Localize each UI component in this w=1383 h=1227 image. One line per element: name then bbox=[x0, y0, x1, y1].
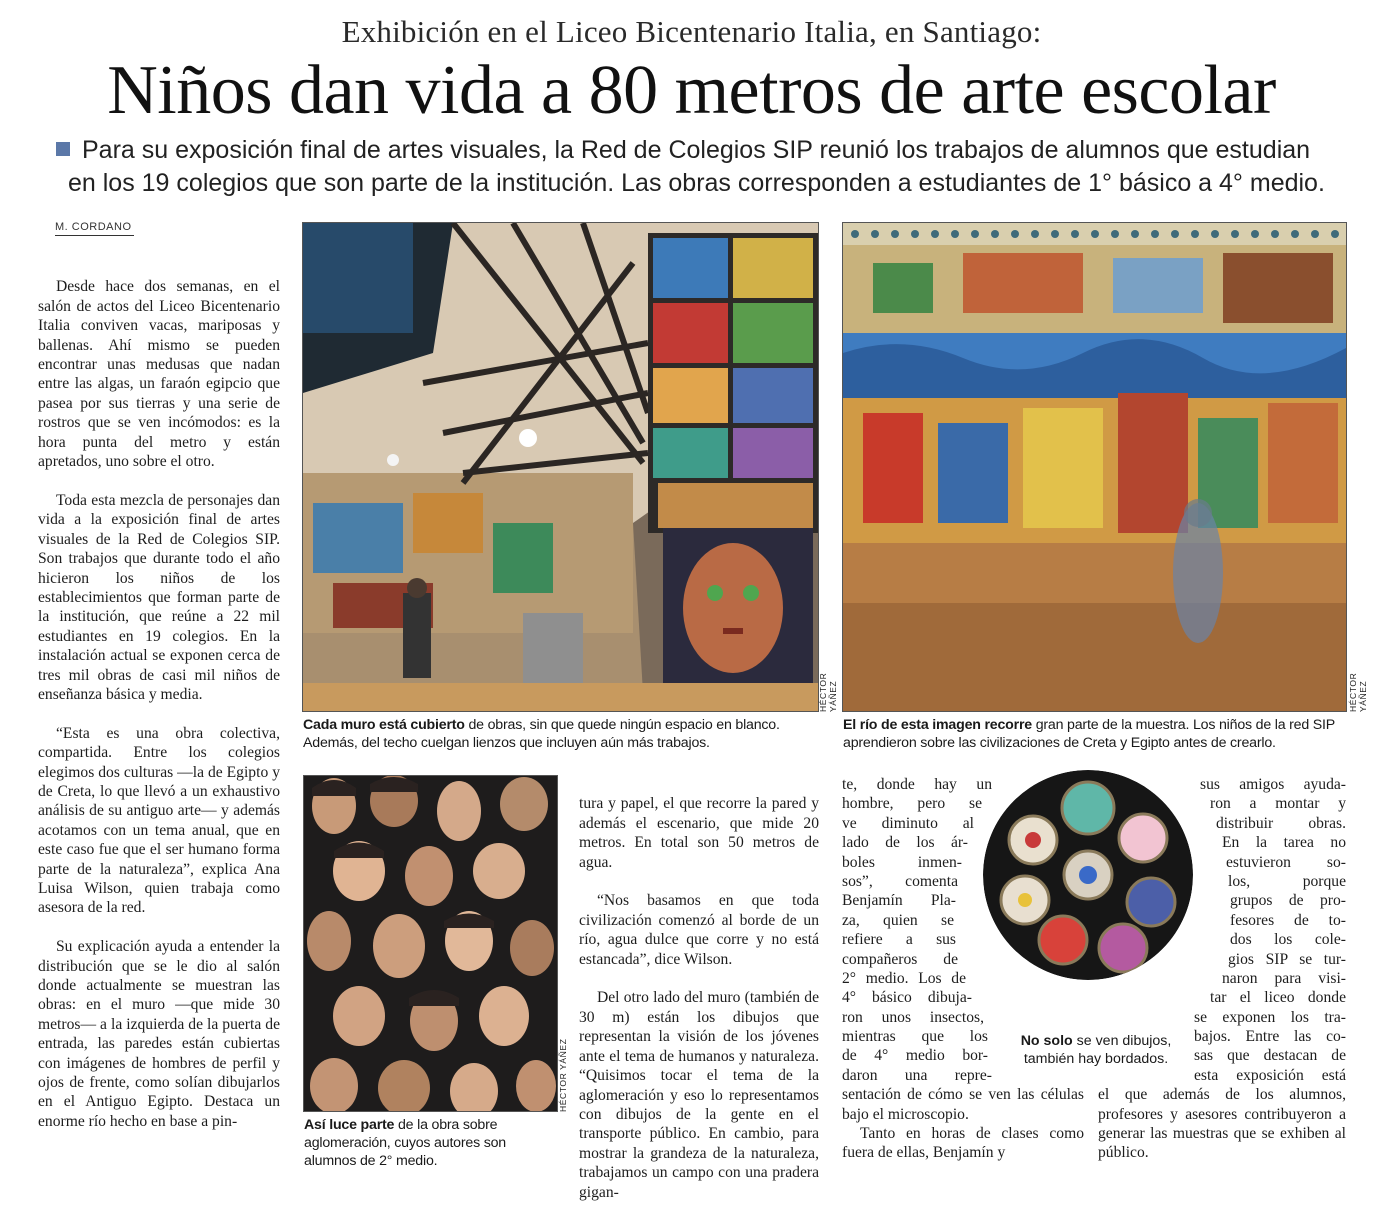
text-line: 4° básico dibuja- bbox=[842, 989, 972, 1007]
text-line: sas que destacan de bbox=[1194, 1047, 1346, 1065]
dek-line-1: Para su exposición final de artes visuales, la Red de Colegios SIP reunió los trabajos de alumnos que estudian bbox=[82, 136, 1311, 164]
text-line: bajos. Entre las co- bbox=[1194, 1028, 1346, 1046]
column-1 bbox=[38, 258, 280, 1151]
text-line: dos los cole- bbox=[1230, 931, 1346, 949]
text-line: distribuir obras. bbox=[1216, 814, 1346, 832]
photo-credit: HÉCTOR YÁÑEZ bbox=[1348, 672, 1368, 712]
photo-credit: HÉCTOR YÁÑEZ bbox=[818, 672, 838, 712]
text-line: mientras que los bbox=[842, 1028, 988, 1046]
text-line: se exponen los tra- bbox=[1194, 1008, 1346, 1026]
photo-credit: HÉCTOR YÁÑEZ bbox=[558, 1038, 568, 1112]
caption-text: gran parte de la muestra. Los niños de la red SIP aprendieron sobre las civilizaciones de Creta y Egipto antes de crearlo. bbox=[843, 717, 1335, 751]
paragraph: Del otro lado del muro (también de 30 m) están los dibujos que representan la visión de los jóvenes ante el tema de humanos y naturaleza. “Quisimos tocar el tema de la aglomeración y eso lo representamos con dibujos de la gente en el transporte público. En cambio, para mostrar la grandeza de la naturaleza, trabajamos un campo con una pradera gigan- bbox=[579, 989, 819, 1201]
text-line: de 4° medio bor- bbox=[842, 1047, 988, 1065]
text-line: gios SIP se tur- bbox=[1228, 950, 1346, 968]
text-line: refiere a sus bbox=[842, 931, 956, 949]
article-dek bbox=[56, 134, 1356, 200]
paragraph: “Esta es una obra colectiva, compartida. Entre los colegios elegimos dos culturas —la de Egipto y de Creta, lo que llevó a un exhaustivo análisis de su antiguo arte— y además acotamos con un tema anual, que en este caso fue que el ser humano forma parte de la naturaleza”, explica Ana Luisa Wilson, quien trabaja como asesora de la red. bbox=[38, 724, 280, 917]
paragraph-tail: el que además de los alumnos, profesores y asesores contribuyeron a generar las muestras que se exhiben al público. bbox=[1098, 1086, 1346, 1162]
text-line: ron a montar y bbox=[1210, 795, 1346, 813]
text-line: sus amigos ayuda- bbox=[1200, 776, 1346, 793]
photo-caption bbox=[303, 716, 818, 752]
text-line: Benjamín Pla- bbox=[842, 892, 956, 910]
byline: M. CORDANO bbox=[55, 221, 134, 236]
paragraph: Toda esta mezcla de personajes dan vida a la exposición final de artes visuales de la Red de Colegios SIP. Son trabajos que durante todo el año hicieron los niños de los establecimientos que forman parte de la institución, que reúne a 22 mil estudiantes en 19 colegios. En la instalación actual se exponen cerca de tres mil obras de casi mil niños de enseñanza básica y media. bbox=[38, 491, 280, 703]
text-line: fesores de to- bbox=[1230, 911, 1346, 929]
paragraph: tura y papel, el que recorre la pared y además el escenario, que mide 20 metros. En total son 50 metros de agua. bbox=[579, 795, 819, 871]
caption-text: de la obra sobre aglomeración, cuyos autores son alumnos de 2° medio. bbox=[304, 1117, 506, 1169]
photo-caption bbox=[304, 1116, 556, 1170]
text-line: lado de los ár- bbox=[842, 834, 968, 852]
text-line: grupos de pro- bbox=[1230, 892, 1346, 910]
text-line: naron para visi- bbox=[1222, 969, 1346, 987]
column-4 bbox=[842, 775, 1087, 1163]
text-line: za, quien se bbox=[842, 911, 954, 929]
text-line: estuvieron so- bbox=[1226, 853, 1346, 871]
dek-line-2: en los 19 colegios que son parte de la institución. Las obras corresponden a estudiantes de 1° básico a 4° medio. bbox=[68, 169, 1325, 197]
paragraph: Su explicación ayuda a entender la distribución que se le dio al salón donde actualmente se muestran las obras: en el muro —que mide 30 metros— a la izquierda de la puerta de entrada, las paredes están cubiertas con imágenes de hombres de perfil y ojos de frente, como solían dibujarlos en el Antiguo Egipto. Destaca un enorme río hecho en base a pin- bbox=[38, 938, 280, 1130]
caption-lead: Cada muro está cubierto bbox=[303, 717, 465, 733]
text-line: 2° medio. Los de bbox=[842, 969, 966, 987]
paragraph bbox=[842, 1085, 1084, 1163]
column-3 bbox=[579, 775, 819, 1221]
text-line: En la tarea no bbox=[1222, 834, 1346, 852]
article-headline: Niños dan vida a 80 metros de arte escolar bbox=[107, 52, 1276, 129]
text-line: hombre, pero se bbox=[842, 795, 982, 813]
paragraph: “Nos basamos en que toda civilización comenzó al borde de un río, agua dulce que corre y no está estancada”, dice Wilson. bbox=[579, 892, 819, 968]
photo-crowd-drawings bbox=[303, 775, 558, 1112]
article-kicker: Exhibición en el Liceo Bicentenario Italia, en Santiago: bbox=[341, 14, 1042, 49]
caption-text: también hay bordados. bbox=[1023, 1051, 1169, 1067]
text-line: esta exposición está bbox=[1194, 1066, 1346, 1084]
text-line: daron una repre- bbox=[842, 1066, 992, 1084]
caption-lead: No solo bbox=[1020, 1033, 1073, 1049]
caption-lead: Así luce parte bbox=[304, 1117, 395, 1133]
photo-hall-ceiling bbox=[302, 222, 819, 712]
caption-lead: El río de esta imagen recorre bbox=[843, 717, 1032, 733]
text-line: sos”, comenta bbox=[842, 872, 958, 890]
text-line: te, donde hay un bbox=[842, 776, 992, 793]
square-bullet-icon bbox=[56, 142, 70, 156]
photo-caption bbox=[843, 716, 1348, 752]
paragraph bbox=[1098, 1085, 1346, 1163]
column-5 bbox=[1098, 775, 1346, 1163]
text-line: boles inmen- bbox=[842, 853, 962, 871]
text-line: ve diminuto al bbox=[842, 814, 974, 832]
paragraph: Desde hace dos semanas, en el salón de actos del Liceo Bicentenario Italia conviven vacas, mariposas y ballenas. Ahí mismo se pueden encontrar unas medusas que nadan entre las algas, un faraón egipcio que pasea por sus tierras y una serie de rostros que se ven incómodos: es la hora punta del metro y están apretados, uno sobre el otro. bbox=[38, 278, 280, 471]
paragraph-tail: sentación de cómo se ven las células bajo el microscopio. bbox=[842, 1086, 1084, 1123]
paragraph: Tanto en horas de clases como fuera de ellas, Benjamín y bbox=[842, 1125, 1084, 1162]
caption-text: de obras, sin que quede ningún espacio en blanco. Además, del techo cuelgan lienzos que incluyen aún más trabajos. bbox=[303, 717, 780, 751]
text-line: tar el liceo donde bbox=[1210, 989, 1346, 1007]
photo-river-mural bbox=[842, 222, 1347, 712]
caption-text: se ven dibujos, bbox=[1072, 1033, 1172, 1049]
text-line: los, porque bbox=[1228, 872, 1346, 890]
text-line: ron unos insectos, bbox=[842, 1008, 984, 1026]
text-line: compañeros de bbox=[842, 950, 958, 968]
